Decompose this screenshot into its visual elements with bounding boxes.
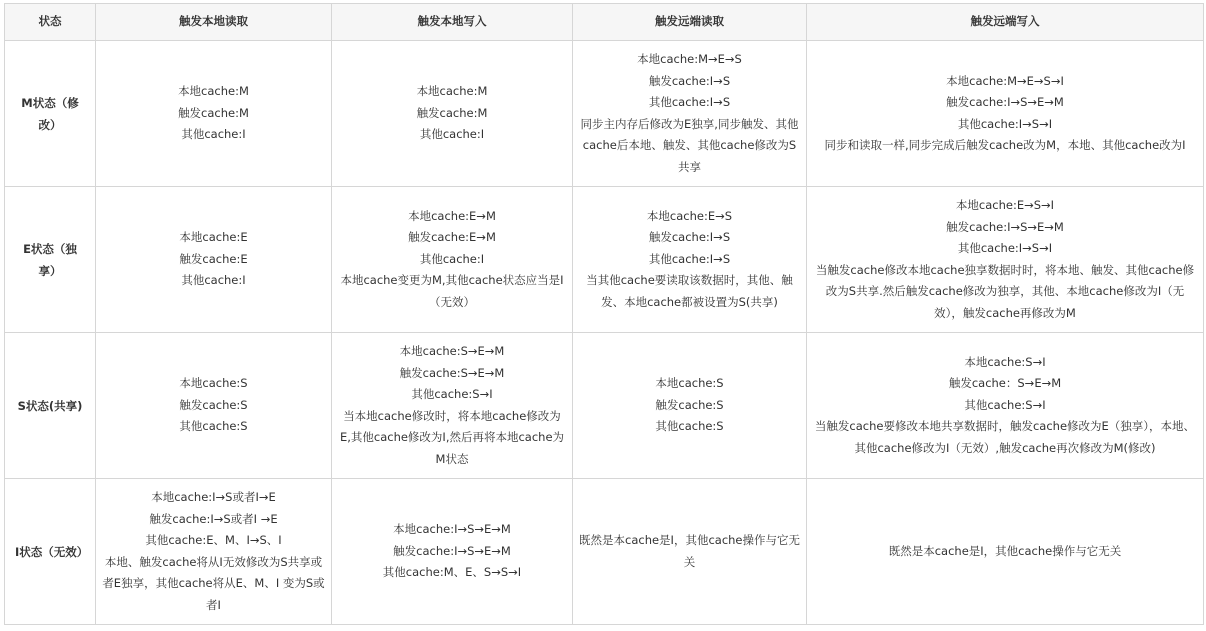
cell-line: 本地cache:E bbox=[179, 230, 248, 245]
cell-line: 当触发cache要修改本地共享数据时，触发cache修改为E（独享），本地、其他cache修改为I（无效）,触发cache再次修改为M(修改) bbox=[814, 419, 1196, 455]
cell-line: 其他cache:I bbox=[419, 127, 485, 142]
cell-line: 触发cache:E bbox=[179, 251, 248, 266]
cell-local-write bbox=[332, 187, 573, 333]
cell-remote-read bbox=[573, 333, 807, 479]
cell-line: 本地cache:S bbox=[179, 376, 248, 391]
cell-line: 其他cache:S bbox=[179, 419, 248, 434]
cell-remote-write bbox=[807, 187, 1204, 333]
cell-line: 其他cache:M、E、S→S→I bbox=[382, 565, 522, 580]
cell-line: 触发cache:I→S→E→M bbox=[393, 543, 511, 558]
cell-line: 其他cache:I→S bbox=[648, 251, 731, 266]
table-row bbox=[5, 333, 1204, 479]
state-label: M状态（修改） bbox=[5, 41, 96, 187]
cell-line: 本地cache:S→E→M bbox=[399, 344, 505, 358]
cell-line: 触发cache:I→S→E→M bbox=[946, 219, 1064, 234]
cell-line: 触发cache：S→E→M bbox=[948, 376, 1062, 391]
state-label: E状态（独享） bbox=[5, 187, 96, 333]
cell-line: 本地cache:E→M bbox=[408, 208, 496, 223]
cell-line: 触发cache:E→M bbox=[408, 230, 496, 245]
header-local-write: 触发本地写入 bbox=[332, 4, 573, 41]
cell-line: 触发cache:M bbox=[416, 105, 488, 120]
cell-local-write bbox=[332, 41, 573, 187]
header-remote-write: 触发远端写入 bbox=[807, 4, 1204, 41]
table-row bbox=[5, 41, 1204, 187]
cell-line: 当其他cache要读取该数据时，其他、触发、本地cache都被设置为S(共享) bbox=[586, 273, 793, 309]
cell-line: 其他cache:I bbox=[181, 127, 246, 142]
table-row bbox=[5, 187, 1204, 333]
cell-line: 触发cache:I→S或者I →E bbox=[149, 511, 278, 526]
cell-line: 本地cache:S bbox=[655, 376, 724, 391]
cell-remote-read bbox=[573, 479, 807, 625]
cell-line: 触发cache:I→S bbox=[648, 73, 731, 88]
cell-line: 触发cache:I→S bbox=[648, 230, 731, 245]
cell-line: 触发cache:S bbox=[179, 397, 248, 412]
cell-line: 既然是本cache是I，其他cache操作与它无关 bbox=[579, 533, 801, 569]
cell-line: 同步主内存后修改为E独享,同步触发、其他cache后本地、触发、其他cache修改为S共享 bbox=[580, 116, 799, 174]
cell-local-read bbox=[96, 479, 332, 625]
mesi-state-table bbox=[4, 3, 1204, 625]
cell-line: 本地、触发cache将从I无效修改为S共享或者E独享，其他cache将从E、M、I 变为S或者I bbox=[102, 554, 325, 612]
cell-line: 本地cache变更为M,其他cache状态应当是I（无效） bbox=[340, 273, 564, 309]
header-state: 状态 bbox=[5, 4, 96, 41]
cell-remote-write bbox=[807, 333, 1204, 479]
cell-line: 本地cache:E→S→I bbox=[955, 198, 1055, 212]
cell-line: 其他cache:I bbox=[419, 251, 485, 266]
cell-line: 其他cache:I bbox=[181, 273, 246, 288]
cell-local-write bbox=[332, 333, 573, 479]
header-remote-read: 触发远端读取 bbox=[573, 4, 807, 41]
cell-local-read bbox=[96, 41, 332, 187]
cell-line: 本地cache:I→S→E→M bbox=[393, 522, 511, 537]
cell-local-write bbox=[332, 479, 573, 625]
cell-line: 本地cache:M bbox=[416, 84, 488, 99]
header-row bbox=[5, 4, 1204, 41]
cell-line: 本地cache:E→S bbox=[646, 208, 733, 223]
cell-line: 当本地cache修改时，将本地cache修改为E,其他cache修改为I,然后再将本地cache为M状态 bbox=[339, 408, 565, 466]
cell-line: 触发cache:I→S→E→M bbox=[946, 95, 1064, 109]
cell-line: 既然是本cache是I，其他cache操作与它无关 bbox=[888, 543, 1122, 558]
cell-remote-read bbox=[573, 187, 807, 333]
cell-line: 触发cache:S→E→M bbox=[399, 365, 505, 380]
cell-line: 其他cache:S bbox=[655, 419, 724, 434]
cell-local-read bbox=[96, 187, 332, 333]
cell-line: 其他cache:S→I bbox=[411, 387, 493, 401]
cell-line: 其他cache:E、M、I→S、I bbox=[145, 533, 282, 547]
cell-line: 本地cache:M→E→S→I bbox=[946, 73, 1064, 88]
cell-line: 其他cache:S→I bbox=[964, 397, 1046, 412]
cell-line: 本地cache:M→E→S bbox=[637, 52, 742, 66]
cell-line: 触发cache:S bbox=[655, 397, 724, 412]
cell-remote-write bbox=[807, 479, 1204, 625]
cell-line: 本地cache:I→S或者I→E bbox=[151, 490, 276, 504]
state-label: S状态(共享) bbox=[5, 333, 96, 479]
cell-line: 触发cache:M bbox=[178, 105, 249, 120]
cell-line: 其他cache:I→S bbox=[648, 95, 731, 109]
state-label: I状态（无效） bbox=[5, 479, 96, 625]
table-row bbox=[5, 479, 1204, 625]
cell-remote-read bbox=[573, 41, 807, 187]
cell-local-read bbox=[96, 333, 332, 479]
cell-line: 同步和读取一样,同步完成后触发cache改为M，本地、其他cache改为I bbox=[824, 138, 1186, 152]
header-local-read: 触发本地读取 bbox=[96, 4, 332, 41]
cell-line: 其他cache:I→S→I bbox=[957, 241, 1053, 255]
cell-line: 本地cache:M bbox=[178, 84, 249, 99]
cell-line: 本地cache:S→I bbox=[964, 354, 1046, 369]
cell-remote-write bbox=[807, 41, 1204, 187]
cell-line: 当触发cache修改本地cache独享数据时时，将本地、触发、其他cache修改为S共享.然后触发cache修改为独享，其他、本地cache修改为I（无效），触发cache再修改为M bbox=[815, 262, 1195, 320]
cell-line: 其他cache:I→S→I bbox=[957, 116, 1053, 131]
